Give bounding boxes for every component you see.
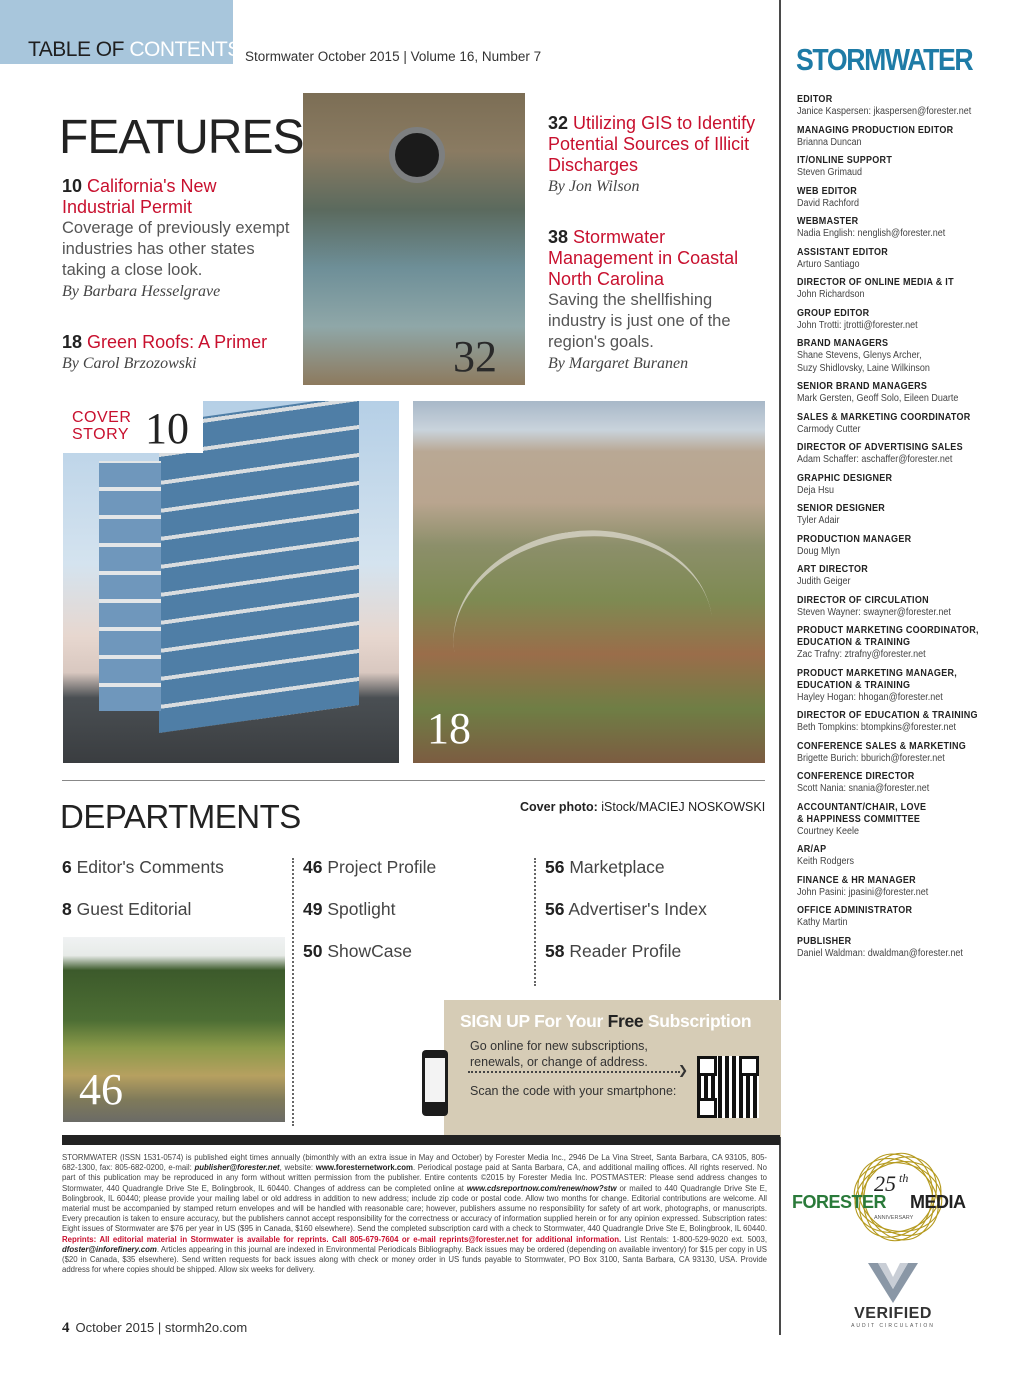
staff-name: Brigette Burich: bburich@forester.net bbox=[797, 752, 945, 764]
staff-entry bbox=[797, 503, 1019, 528]
anniversary-suffix: th bbox=[899, 1171, 909, 1185]
publisher-email-link[interactable]: publisher@forester.net bbox=[194, 1163, 280, 1173]
staff-role: DIRECTOR OF ONLINE MEDIA & IT bbox=[797, 277, 954, 288]
anniversary-number: 25 bbox=[874, 1171, 896, 1196]
footer-text: October 2015 | stormh2o.com bbox=[75, 1320, 248, 1335]
staff-role: EDUCATION & TRAINING bbox=[797, 637, 911, 648]
staff-entry bbox=[797, 412, 1019, 437]
article-title bbox=[548, 113, 770, 176]
staff-name: Keith Rodgers bbox=[797, 856, 855, 867]
photo-culvert-stream[interactable] bbox=[303, 93, 525, 385]
signup-line: renewals, or change of address. bbox=[470, 1055, 648, 1069]
staff-entry bbox=[797, 595, 1019, 620]
department-item[interactable] bbox=[545, 857, 665, 878]
photo-project-field[interactable] bbox=[63, 937, 285, 1122]
department-item[interactable] bbox=[545, 899, 707, 920]
staff-name: Kathy Martin bbox=[797, 917, 848, 928]
article-number: 18 bbox=[62, 332, 83, 352]
toc-title bbox=[28, 38, 241, 62]
staff-role: OFFICE ADMINISTRATOR bbox=[797, 905, 913, 916]
dept-number: 56 bbox=[545, 899, 565, 919]
department-item[interactable] bbox=[62, 857, 224, 878]
roof-path bbox=[440, 514, 726, 754]
staff-entry bbox=[797, 905, 1019, 930]
staff-role: BRAND MANAGERS bbox=[797, 338, 889, 349]
feature-article[interactable] bbox=[548, 113, 770, 197]
cover-photo-label: Cover photo: bbox=[520, 800, 598, 814]
staff-role: PRODUCT MARKETING COORDINATOR, bbox=[797, 625, 979, 636]
legal-text: . Periodical postage paid at Santa Barbara, CA, and additional mailing offices. All rights reserved. No part of this publication may be reproduced in any form without written permission from the publisher. Entire contents ©2015 by Forester Media Inc. POSTMASTER: Please send address changes to Stormwater, 440 Quadrangle Drive Ste E, Bolingbrook, IL 60440. Changes of address can be completed online at bbox=[62, 1163, 768, 1193]
dept-label[interactable]: Reader Profile bbox=[569, 941, 682, 961]
qr-corner bbox=[697, 1056, 717, 1076]
department-item[interactable] bbox=[545, 941, 681, 962]
toc-title-word1: TABLE OF bbox=[28, 38, 124, 61]
reprints-notice: Reprints: All editorial material in Stormwater is available for reprints. Call 805-679-7604 or e-mail reprints@forester.net for additional information. bbox=[62, 1234, 622, 1244]
staff-role: ART DIRECTOR bbox=[797, 564, 869, 575]
media-wordmark: MEDIA bbox=[910, 1192, 966, 1212]
staff-name: David Rachford bbox=[797, 197, 860, 209]
staff-name: Beth Tompkins: btompkins@forester.net bbox=[797, 722, 957, 733]
staff-role: SENIOR DESIGNER bbox=[797, 503, 886, 514]
staff-role: ASSISTANT EDITOR bbox=[797, 246, 888, 258]
staff-entry bbox=[797, 125, 1019, 150]
issue-info: Stormwater October 2015 | Volume 16, Number 7 bbox=[245, 49, 542, 64]
legal-text: , website: bbox=[279, 1163, 316, 1173]
staff-entry bbox=[797, 155, 1019, 180]
staff-name: Brianna Duncan bbox=[797, 136, 862, 148]
signup-scan-text: Scan the code with your smartphone: bbox=[470, 1084, 677, 1098]
dotted-divider bbox=[292, 858, 294, 1126]
photo-page-number: 46 bbox=[79, 1065, 123, 1114]
dept-label[interactable]: ShowCase bbox=[327, 941, 412, 961]
toc-title-word2: CONTENTS bbox=[129, 38, 241, 61]
signup-line: Go online for new subscriptions, bbox=[470, 1039, 648, 1053]
article-number: 32 bbox=[548, 113, 569, 133]
staff-role: DIRECTOR OF ADVERTISING SALES bbox=[797, 442, 963, 453]
staff-role: CONFERENCE DIRECTOR bbox=[797, 771, 915, 782]
staff-entry bbox=[797, 94, 1019, 119]
dept-number: 58 bbox=[545, 941, 565, 961]
staff-role: GRAPHIC DESIGNER bbox=[797, 472, 893, 484]
staff-entry bbox=[797, 771, 1019, 796]
photo-page-number: 32 bbox=[453, 332, 497, 381]
staff-role: SALES & MARKETING COORDINATOR bbox=[797, 411, 971, 423]
department-item[interactable] bbox=[303, 941, 412, 962]
legal-text: . Articles appearing in this journal are indexed in Environmental Periodicals Bibliography. Back issues may be ordered (depending on available inventory) for $15 per copy in US ($20 in Canada, $35 elsewhere). Send written requests for back issues along with check or money order in US funds payable to Stormwater, PO Box 3100, Santa Barbara, CA 93130, USA. Provide address for where copies should be shipped. Allow six weeks for delivery. bbox=[62, 1244, 767, 1275]
signup-title-a: SIGN UP For Your bbox=[460, 1011, 608, 1031]
website-link[interactable]: www.foresternetwork.com bbox=[315, 1163, 413, 1173]
legal-text: or mailed to 440 Quadrangle Drive Ste E, Bolingbrook, IL 60440; please provide your mailing label or old address in addition to new address; include zip code or postal code. Allow two months for change. Editorial contributions are welcome. All material must be accompanied by stamped return envelopes and will be handled with reasonable care; however, publishers assume no responsibility for safety of art work, photographs, or manuscripts. Every precaution is taken to ensure accuracy, but the publishers cannot accept responsibility for the correctness or accuracy of information supplied herein or for any opinion expressed. Subscription rates: Eight issues of Stormwater are $76 per year in US ($95 in Canada, $160 elsewhere). Send the completed subscription card with a check to Stormwater, 440 Quadrangle Drive Ste E, Bolingbrook, IL 60440. bbox=[62, 1183, 767, 1234]
forester-wordmark: FORESTER bbox=[792, 1192, 887, 1212]
staff-name: Zac Trafny: ztrafny@forester.net bbox=[797, 649, 926, 660]
article-title-text[interactable]: Stormwater Management in Coastal North Carolina bbox=[548, 227, 739, 289]
staff-entry bbox=[797, 710, 1019, 735]
staff-role: FINANCE & HR MANAGER bbox=[797, 874, 916, 886]
building-side bbox=[99, 461, 161, 711]
article-title-text[interactable]: Utilizing GIS to Identify Potential Sources of Illicit Discharges bbox=[548, 113, 756, 175]
verified-wordmark: VERIFIED bbox=[854, 1305, 932, 1322]
dept-label[interactable]: Editor's Comments bbox=[76, 857, 224, 877]
cover-story-box bbox=[63, 401, 203, 453]
staff-entry bbox=[797, 741, 1019, 766]
staff-name: Steven Grimaud bbox=[797, 167, 863, 178]
photo-cover-building[interactable] bbox=[63, 401, 399, 763]
staff-role: DIRECTOR OF EDUCATION & TRAINING bbox=[797, 710, 978, 721]
article-byline: By Carol Brzozowski bbox=[62, 355, 197, 372]
staff-role: PUBLISHER bbox=[797, 935, 852, 947]
signup-title-free: Free bbox=[607, 1011, 644, 1031]
staff-name: Steven Wayner: swayner@forester.net bbox=[797, 606, 951, 618]
staff-role: DIRECTOR OF CIRCULATION bbox=[797, 594, 929, 606]
forester-media-25th-logo bbox=[788, 1145, 1003, 1265]
cover-photo-credit bbox=[520, 800, 764, 814]
signup-body bbox=[470, 1038, 648, 1070]
dept-number: 46 bbox=[303, 857, 323, 877]
staff-name: Arturo Santiago bbox=[797, 258, 860, 270]
staff-name: Carmody Cutter bbox=[797, 423, 861, 435]
photo-page-number: 10 bbox=[145, 404, 189, 453]
article-description: Saving the shellfishing industry is just one of the region's goals. bbox=[548, 291, 731, 351]
article-title-text[interactable]: Green Roofs: A Primer bbox=[87, 332, 268, 352]
staff-role: CONFERENCE SALES & MARKETING bbox=[797, 740, 967, 752]
staff-name: Adam Schaffer: aschaffer@forester.net bbox=[797, 454, 953, 465]
phone-screen bbox=[425, 1058, 445, 1102]
department-item[interactable] bbox=[303, 899, 395, 920]
article-title bbox=[548, 227, 770, 290]
qr-corner bbox=[739, 1056, 759, 1076]
department-item[interactable] bbox=[303, 857, 436, 878]
staff-name: Deja Hsu bbox=[797, 484, 835, 496]
staff-role: SENIOR BRAND MANAGERS bbox=[797, 381, 928, 392]
dept-number: 6 bbox=[62, 857, 72, 877]
department-item[interactable] bbox=[62, 899, 191, 920]
staff-name: Shane Stevens, Glenys Archer, bbox=[797, 350, 922, 361]
staff-role: PRODUCTION MANAGER bbox=[797, 533, 912, 545]
dept-label[interactable]: Guest Editorial bbox=[76, 899, 192, 919]
article-byline: By Margaret Buranen bbox=[548, 355, 689, 372]
staff-name: Doug Mlyn bbox=[797, 545, 841, 557]
page-number: 4 bbox=[62, 1320, 70, 1336]
dept-number: 49 bbox=[303, 899, 323, 919]
staff-role: & HAPPINESS COMMITTEE bbox=[797, 813, 921, 825]
smartphone-icon bbox=[422, 1050, 448, 1116]
dept-number: 50 bbox=[303, 941, 323, 961]
staff-name: Janice Kaspersen: jkaspersen@forester.net bbox=[797, 106, 972, 117]
staff-role: EDITOR bbox=[797, 94, 833, 105]
staff-entry bbox=[797, 308, 1019, 333]
staff-entry bbox=[797, 564, 1019, 589]
staff-role: GROUP EDITOR bbox=[797, 307, 870, 319]
dotted-arrow-line bbox=[468, 1071, 680, 1073]
anniversary-label: ANNIVERSARY bbox=[874, 1215, 914, 1221]
staff-role: ACCOUNTANT/CHAIR, LOVE bbox=[797, 801, 927, 813]
dept-number: 8 bbox=[62, 899, 72, 919]
staff-name: Mark Gersten, Geoff Solo, Eileen Duarte bbox=[797, 393, 959, 404]
staff-entry bbox=[797, 936, 1019, 961]
staff-entry bbox=[797, 668, 1019, 705]
staff-entry bbox=[797, 473, 1019, 498]
staff-role: WEBMASTER bbox=[797, 216, 859, 227]
dept-label[interactable]: Project Profile bbox=[327, 857, 437, 877]
dept-number: 56 bbox=[545, 857, 565, 877]
feature-article[interactable] bbox=[548, 227, 770, 374]
staff-name: John Trotti: jtrotti@forester.net bbox=[797, 319, 918, 331]
photo-page-number: 18 bbox=[427, 704, 471, 753]
article-title bbox=[62, 176, 290, 218]
staff-name: Suzy Shidlovsky, Laine Wilkinson bbox=[797, 362, 930, 374]
qr-corner bbox=[697, 1098, 717, 1118]
footer-bar bbox=[62, 1135, 780, 1145]
renew-link[interactable]: www.cdsreportnow.com/renew/now?stw bbox=[466, 1183, 617, 1193]
staff-role: WEB EDITOR bbox=[797, 185, 858, 197]
article-description: Coverage of previously exempt industries has other states taking a close look. bbox=[62, 219, 290, 279]
page-footer bbox=[62, 1320, 247, 1337]
staff-entry bbox=[797, 186, 1019, 211]
signup-box[interactable] bbox=[444, 1000, 781, 1137]
qr-code-icon[interactable] bbox=[697, 1056, 759, 1118]
staff-entry bbox=[797, 534, 1019, 559]
staff-name: Courtney Keele bbox=[797, 825, 860, 837]
verified-subtitle: AUDIT CIRCULATION bbox=[851, 1323, 935, 1329]
staff-entry bbox=[797, 216, 1019, 241]
staff-entry bbox=[797, 625, 1019, 662]
staff-entry bbox=[797, 442, 1019, 467]
dept-label[interactable]: Marketplace bbox=[569, 857, 665, 877]
article-number: 38 bbox=[548, 227, 569, 247]
cover-photo-name: iStock/MACIEJ NOSKOWSKI bbox=[601, 800, 766, 814]
legal-text: STORMWATER (ISSN 1531-0574) is published eight times annually (bimonthly with an extra issue in May and October) by Forester Media Inc., 2946 De La Vina Street, Santa Barbara, CA 93105, 805-682-1300, fax: 805-682-0200, e-mail: bbox=[62, 1153, 767, 1173]
legal-text: List Rentals: 1-800-529-9020 ext. 5003, bbox=[621, 1234, 767, 1244]
article-byline: By Barbara Hesselgrave bbox=[62, 283, 221, 300]
staff-entry bbox=[797, 247, 1019, 272]
legal-notice bbox=[62, 1153, 767, 1275]
signup-title[interactable] bbox=[460, 1011, 751, 1032]
culvert-pipe bbox=[389, 127, 445, 183]
staff-role: MANAGING PRODUCTION EDITOR bbox=[797, 124, 954, 136]
stormwater-logo: STORMWATER bbox=[796, 42, 973, 77]
staff-entry bbox=[797, 844, 1019, 869]
staff-role: PRODUCT MARKETING MANAGER, bbox=[797, 667, 958, 679]
article-title-text[interactable]: California's New Industrial Permit bbox=[62, 176, 217, 217]
arrow-icon: ❯ bbox=[678, 1063, 689, 1077]
staff-name: Nadia English: nenglish@forester.net bbox=[797, 228, 946, 239]
feature-article[interactable] bbox=[62, 332, 294, 374]
departments-heading: DEPARTMENTS bbox=[60, 798, 301, 835]
staff-name: Judith Geiger bbox=[797, 576, 851, 587]
staff-name: Hayley Hogan: hhogan@forester.net bbox=[797, 691, 943, 703]
section-divider bbox=[62, 780, 765, 781]
dotted-divider bbox=[534, 858, 536, 986]
staff-name: John Pasini: jpasini@forester.net bbox=[797, 886, 929, 898]
cover-story-label: COVER STORY bbox=[72, 409, 132, 443]
staff-role: IT/ONLINE SUPPORT bbox=[797, 155, 893, 166]
staff-entry bbox=[797, 802, 1019, 839]
staff-entry bbox=[797, 338, 1019, 375]
staff-name: John Richardson bbox=[797, 289, 865, 300]
staff-name: Tyler Adair bbox=[797, 515, 840, 526]
features-heading: FEATURES bbox=[59, 111, 304, 164]
photo-green-roof[interactable] bbox=[413, 401, 765, 763]
staff-entry bbox=[797, 381, 1019, 406]
staff-name: Scott Nania: snania@forester.net bbox=[797, 783, 930, 794]
staff-entry bbox=[797, 875, 1019, 900]
article-number: 10 bbox=[62, 176, 83, 196]
article-byline: By Jon Wilson bbox=[548, 178, 640, 195]
dept-label[interactable]: Advertiser's Index bbox=[568, 899, 707, 919]
staff-role: AR/AP bbox=[797, 844, 827, 855]
feature-article[interactable] bbox=[62, 176, 290, 302]
signup-title-b: Subscription bbox=[643, 1011, 752, 1031]
article-title bbox=[62, 332, 294, 353]
list-rental-email-link[interactable]: dfoster@inforefinery.com bbox=[62, 1244, 157, 1254]
staff-entry bbox=[797, 277, 1019, 302]
dept-label[interactable]: Spotlight bbox=[327, 899, 396, 919]
staff-role: EDUCATION & TRAINING bbox=[797, 679, 911, 691]
staff-name: Daniel Waldman: dwaldman@forester.net bbox=[797, 947, 963, 959]
staff-masthead bbox=[797, 94, 1019, 966]
